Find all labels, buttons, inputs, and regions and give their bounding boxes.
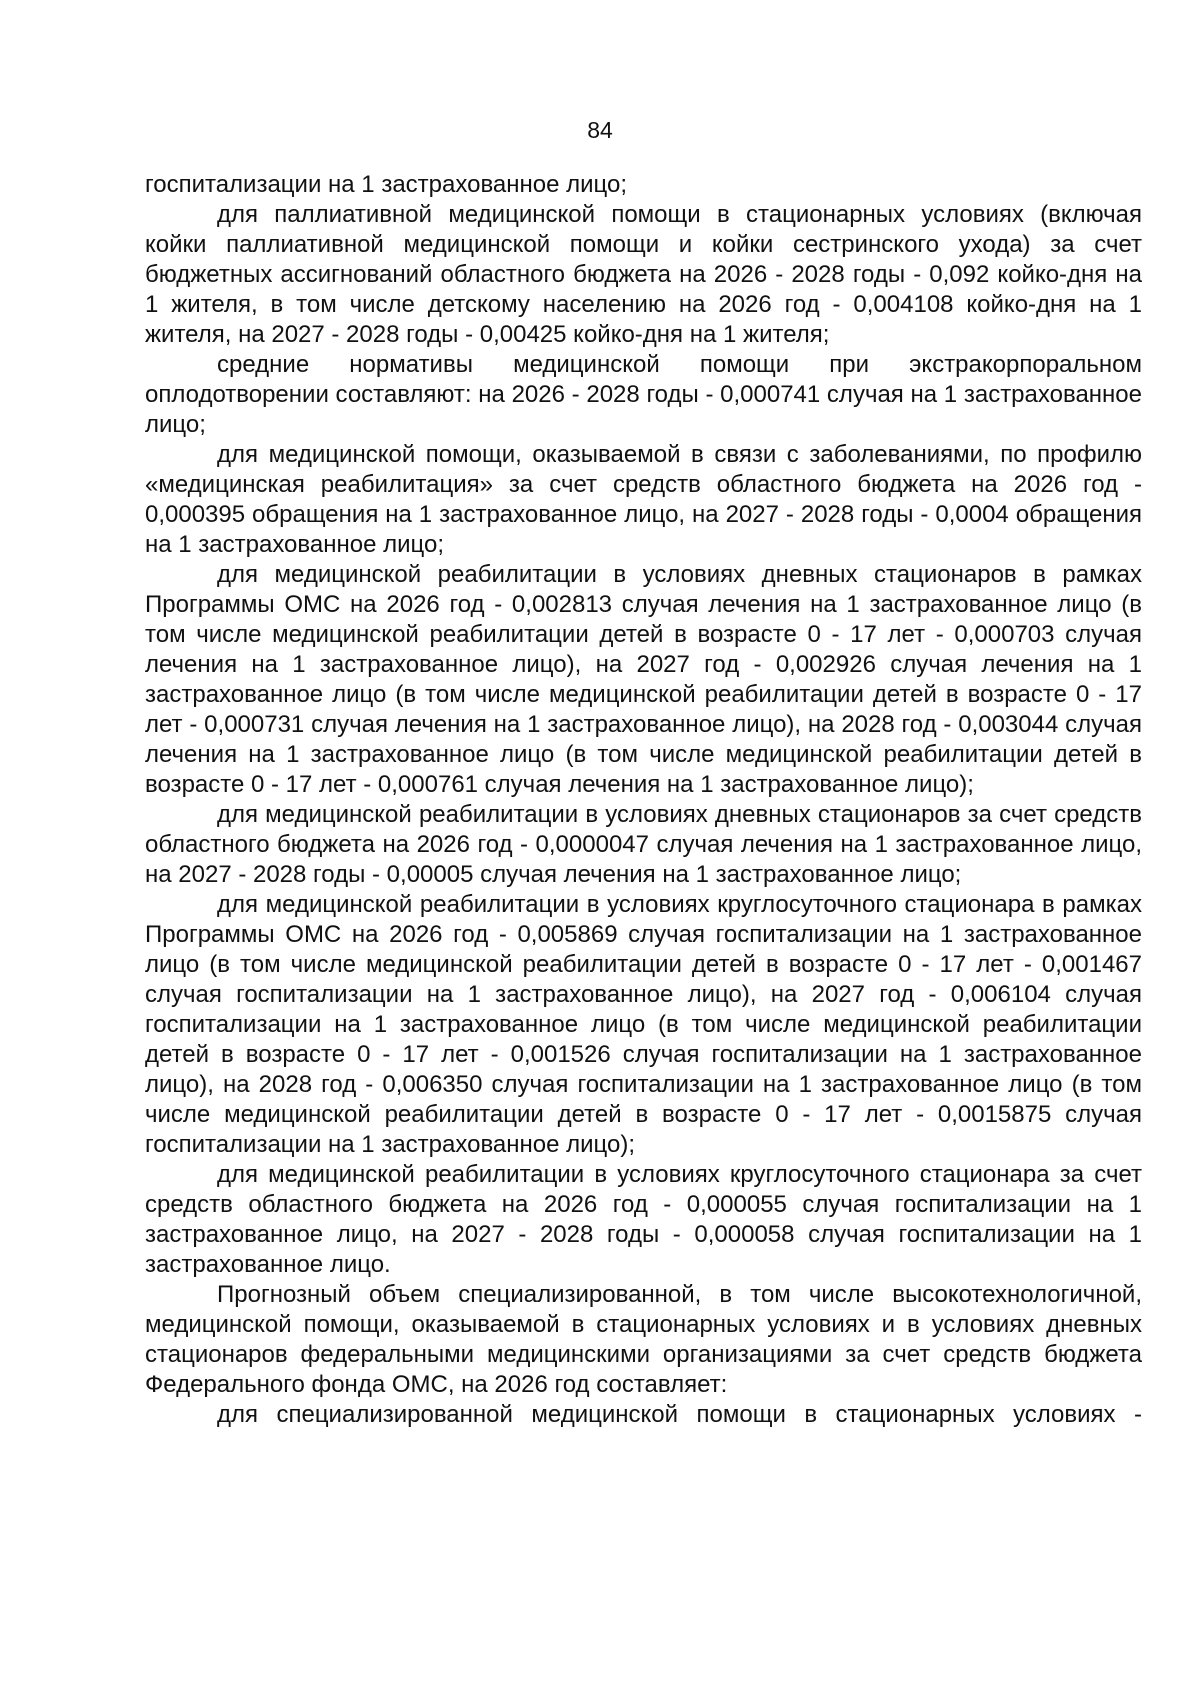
paragraph-day-hospital-oms: для медицинской реабилитации в условиях дневных стационаров в рамках Программы ОМС на 2026 год - 0,002813 случая лечения на 1 застрахованное лицо (в том числе медицинской реабилитации детей в возрасте 0 - 17 лет - 0,000703 случая лечения на 1 застрахованное лицо), на 2027 год - 0,002926 случая лечения на 1 застрахованное лицо (в том числе медицинской реабилитации детей в возрасте 0 - 17 лет - 0,000731 случая лечения на 1 застрахованное лицо), на 2028 год - 0,003044 случая лечения на 1 застрахованное лицо (в том числе медицинской реабилитации детей в возрасте 0 - 17 лет - 0,000761 случая лечения на 1 застрахованное лицо); bbox=[145, 561, 1142, 798]
paragraph-specialized-care: для специализированной медицинской помощи в стационарных условиях - bbox=[217, 1401, 1142, 1428]
paragraph-round-clock-oms: для медицинской реабилитации в условиях круглосуточного стационара в рамках Программы ОМС на 2026 год - 0,005869 случая госпитализации на 1 застрахованное лицо (в том числе медицинской реабилитации детей в возрасте 0 - 17 лет - 0,001467 случая госпитализации на 1 застрахованное лицо), на 2027 год - 0,006104 случая госпитализации на 1 застрахованное лицо (в том числе медицинской реабилитации детей в возрасте 0 - 17 лет - 0,001526 случая госпитализации на 1 застрахованное лицо), на 2028 год - 0,006350 случая госпитализации на 1 застрахованное лицо (в том числе медицинской реабилитации детей в возрасте 0 - 17 лет - 0,0015875 случая госпитализации на 1 застрахованное лицо); bbox=[145, 891, 1142, 1158]
paragraph-federal-volume: Прогнозный объем специализированной, в том числе высокотехнологичной, медицинской помощи, оказываемой в стационарных условиях и в условиях дневных стационаров федеральными медицинскими организациями за счет средств бюджета Федерального фонда ОМС, на 2026 год составляет: bbox=[145, 1281, 1142, 1398]
paragraph-ivf-norms: средние нормативы медицинской помощи при экстракорпоральном оплодотворении составляют: на 2026 - 2028 годы - 0,000741 случая на 1 застрахованное лицо; bbox=[145, 351, 1142, 438]
paragraph-continuation: госпитализации на 1 застрахованное лицо; bbox=[145, 171, 628, 198]
paragraph-rehabilitation-profile: для медицинской помощи, оказываемой в связи с заболеваниями, по профилю «медицинская реабилитация» за счет средств областного бюджета на 2026 год - 0,000395 обращения на 1 застрахованное лицо, на 2027 - 2028 годы - 0,0004 обращения на 1 застрахованное лицо; bbox=[145, 441, 1142, 558]
paragraph-round-clock-regional: для медицинской реабилитации в условиях круглосуточного стационара за счет средств областного бюджета на 2026 год - 0,000055 случая госпитализации на 1 застрахованное лицо, на 2027 - 2028 годы - 0,000058 случая госпитализации на 1 застрахованное лицо. bbox=[145, 1161, 1142, 1278]
paragraph-palliative-care: для паллиативной медицинской помощи в стационарных условиях (включая койки паллиативной медицинской помощи и койки сестринского ухода) за счет бюджетных ассигнований областного бюджета на 2026 - 2028 годы - 0,092 койко-дня на 1 жителя, в том числе детскому населению на 2026 год - 0,004108 койко-дня на 1 жителя, на 2027 - 2028 годы - 0,00425 койко-дня на 1 жителя; bbox=[145, 201, 1142, 348]
paragraph-day-hospital-regional: для медицинской реабилитации в условиях дневных стационаров за счет средств областного бюджета на 2026 год - 0,0000047 случая лечения на 1 застрахованное лицо, на 2027 - 2028 годы - 0,00005 случая лечения на 1 застрахованное лицо; bbox=[145, 801, 1142, 888]
page-number: 84 bbox=[587, 117, 613, 143]
document-body bbox=[145, 170, 1142, 1430]
